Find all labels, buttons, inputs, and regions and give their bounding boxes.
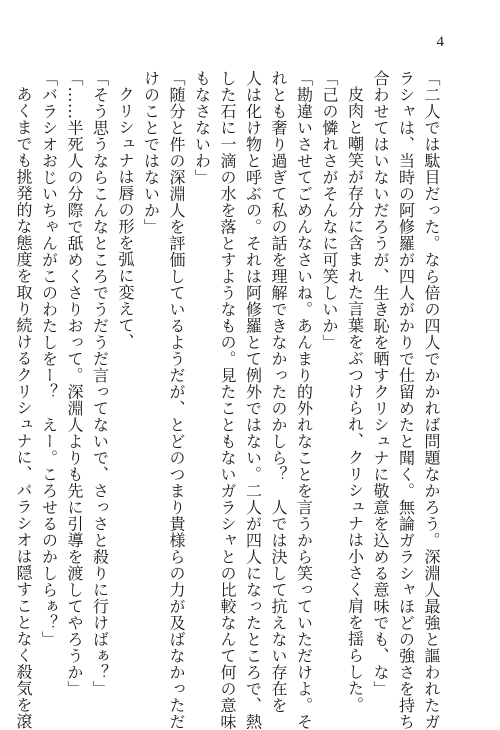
text-line: 「己の憐れさがそんなに可笑しいか」: [320, 70, 339, 351]
text-line: した石に一滴の水を落とすようなもの。見たこともないガラシャとの比較なんて何の意味: [218, 70, 237, 730]
text-line: 「……半死人の分際で舐めくさりおって。深淵人よりも先に引導を渡してやろうか」: [65, 70, 84, 697]
text-line: クリシュナは唇の形を弧に変えて、: [116, 86, 135, 350]
text-line: 「そう思うならこんなところでうだうだ言ってないで、さっさと殺りに行けばぁ？」: [90, 70, 110, 697]
text-line: 「随分と件の深淵人を評価しているようだが、とどのつまり貴様らの力が及ばなかっただ: [167, 70, 186, 730]
text-line: あくまでも挑発的な態度を取り続けるクリシュナに、バラシオは隠すことなく殺気を滾: [14, 86, 33, 730]
vertical-text-body: [14, 70, 444, 730]
text-line: 「勘違いさせてごめんなさいね。あんまり的外れなことを言うから笑っていただけよ。そ: [294, 70, 314, 730]
text-line: 皮肉と嘲笑が存分に含まれた言葉をぶつけられ、クリシュナは小さく肩を揺らした。: [345, 86, 365, 713]
text-line: もなさないわ」: [192, 70, 212, 186]
text-line: けのことではないか」: [141, 70, 161, 235]
text-line: ラシャは、当時の阿修羅が四人がかりで仕留めたと聞く。無論ガラシャほどの強さを持ち: [396, 70, 416, 730]
text-line: 合わせてはいないだろうが、生き恥を晒すクリシュナに敬意を込める意味でも、な」: [371, 70, 390, 697]
text-line: 「バラシオおじいちゃんがこのわたしをー？ えー。ころせるのかしらぁ？」: [39, 70, 59, 648]
text-line: 「二人では駄目だった。なら倍の四人でかかれば問題なかろう。深淵人最強と謳われたガ: [422, 70, 441, 730]
text-line: 人は化け物と呼ぶの。それは阿修羅とて例外ではない。二人が四人になったところで、熱: [243, 70, 263, 730]
page-number: 4: [436, 34, 444, 50]
text-line: れとも奢り過ぎて私の話を理解できなかったのかしら？ 人では決して抗えない存在を: [269, 70, 288, 714]
